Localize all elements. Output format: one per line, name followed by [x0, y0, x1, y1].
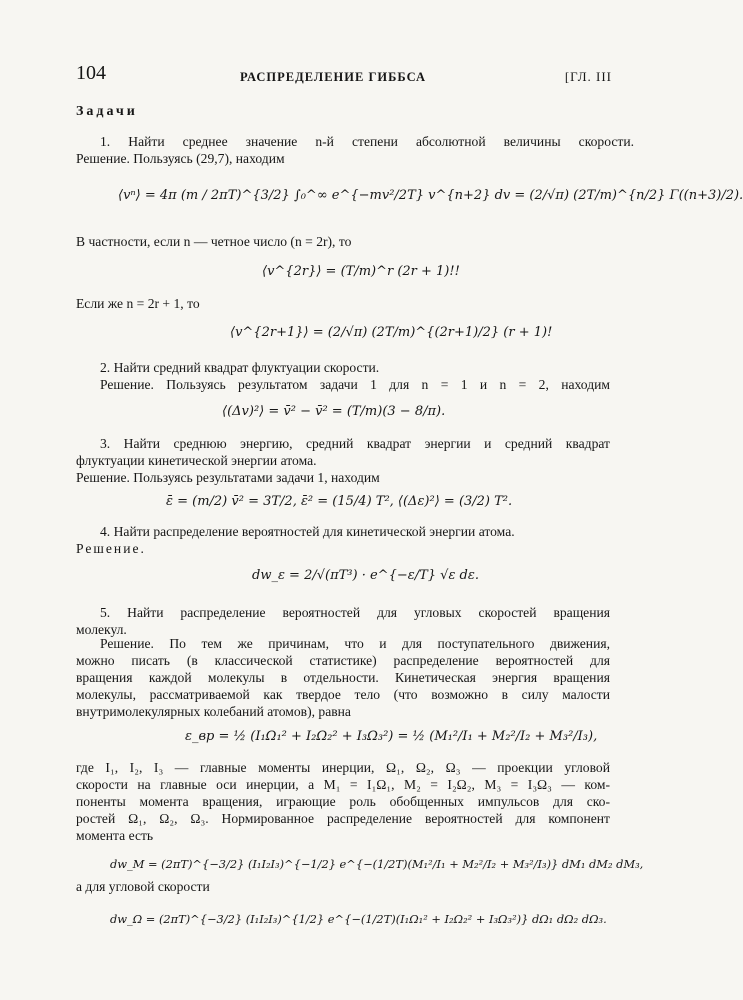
problem-5-statement-line-2: молекул. — [76, 622, 127, 637]
section-heading: Задачи — [76, 104, 138, 119]
problem-5-solution-line-5: внутримолекулярных колебаний атомов), равна — [76, 704, 351, 719]
text-inertia-line-2: скорости на главные оси инерции, а M₁ = I₁Ω₁, M₂ = I₂Ω₂, M₃ = I₃Ω₃ — ком- — [76, 777, 610, 792]
running-title: РАСПРЕДЕЛЕНИЕ ГИББСА — [239, 70, 427, 84]
problem-3-statement-line-2: флуктуации кинетической энергии атома. — [76, 453, 317, 468]
problem-5-solution-line-4: молекулы, рассматриваемой как твердое тело (что возможно в силу малости — [76, 687, 610, 702]
problem-5-statement-line-1: 5. Найти распределение вероятностей для угловых скоростей вращения — [100, 605, 610, 620]
problem-1-statement: 1. Найти среднее значение n-й степени абсолютной величины скорости. — [100, 134, 634, 149]
formula-energy-distribution: dw_ε = 2/√(πT³) · e^{−ε/T} √ε dε. — [252, 568, 479, 583]
formula-angular-velocity-distribution: dw_Ω = (2πT)^{−3/2} (I₁I₂I₃)^{1/2} e^{−(1/2T)(I₁Ω₁² + I₂Ω₂² + I₃Ω₃²)} dΩ₁ dΩ₂ dΩ₃. — [110, 912, 607, 926]
formula-velocity-fluctuation: ⟨(Δv)²⟩ = v̄² − v̄² = (T/m)(3 − 8/π). — [222, 404, 446, 419]
formula-even-moment: ⟨v^{2r}⟩ = (T/m)^r (2r + 1)!! — [262, 264, 460, 279]
formula-odd-moment: ⟨v^{2r+1}⟩ = (2/√π) (2T/m)^{(2r+1)/2} (r + 1)! — [230, 325, 553, 340]
problem-5-solution-line-1: Решение. По тем же причинам, что и для поступательного движения, — [100, 636, 610, 651]
problem-2-solution-intro: Решение. Пользуясь результатом задачи 1 для n = 1 и n = 2, находим — [100, 377, 610, 392]
formula-momentum-distribution: dw_M = (2πT)^{−3/2} (I₁I₂I₃)^{−1/2} e^{−(1/2T)(M₁²/I₁ + M₂²/I₂ + M₃²/I₃)} dM₁ dM₂ dM₃, — [110, 857, 644, 871]
page-number: 104 — [76, 62, 106, 84]
problem-1-solution-intro: Решение. Пользуясь (29,7), находим — [76, 151, 285, 166]
text-angular-velocity: а для угловой скорости — [76, 879, 210, 894]
text-even-case: В частности, если n — четное число (n = 2r), то — [76, 234, 352, 249]
chapter-label: [ГЛ. III — [564, 69, 612, 84]
problem-5-solution-line-2: можно писать (в классической статистике) распределение вероятностей для — [76, 653, 610, 668]
text-odd-case: Если же n = 2r + 1, то — [76, 296, 200, 311]
text-inertia-line-4: ростей Ω₁, Ω₂, Ω₃. Нормированное распределение вероятностей для компонент — [76, 811, 610, 826]
text-inertia-line-3: поненты момента вращения, играющие роль обобщенных импульсов для ско- — [76, 794, 610, 809]
formula-energy-moments: ε̄ = (m/2) v̄² = 3T/2, ε̄² = (15/4) T², ⟨(Δε)²⟩ = (3/2) T². — [166, 494, 513, 509]
problem-4-statement: 4. Найти распределение вероятностей для кинетической энергии атома. — [100, 524, 515, 539]
problem-4-solution-label: Решение. — [76, 541, 146, 556]
problem-5-solution-line-3: вращения каждой молекулы в отдельности. Кинетическая энергия вращения — [76, 670, 610, 685]
formula-moment-vn: ⟨vⁿ⟩ = 4π (m / 2πT)^{3/2} ∫₀^∞ e^{−mv²/2T} v^{n+2} dv = (2/√π) (2T/m)^{n/2} Γ((n+3)/2). — [118, 188, 743, 203]
problem-3-solution-intro: Решение. Пользуясь результатами задачи 1, находим — [76, 470, 380, 485]
text-inertia-line-5: момента есть — [76, 828, 154, 843]
formula-rotational-energy: ε_вр = ½ (I₁Ω₁² + I₂Ω₂² + I₃Ω₃²) = ½ (M₁²/I₁ + M₂²/I₂ + M₃²/I₃), — [185, 729, 598, 744]
problem-2-statement: 2. Найти средний квадрат флуктуации скорости. — [100, 360, 380, 375]
problem-3-statement-line-1: 3. Найти среднюю энергию, средний квадрат энергии и средний квадрат — [100, 436, 610, 451]
text-inertia-line-1: где I₁, I₂, I₃ — главные моменты инерции, Ω₁, Ω₂, Ω₃ — проекции угловой — [76, 760, 610, 775]
